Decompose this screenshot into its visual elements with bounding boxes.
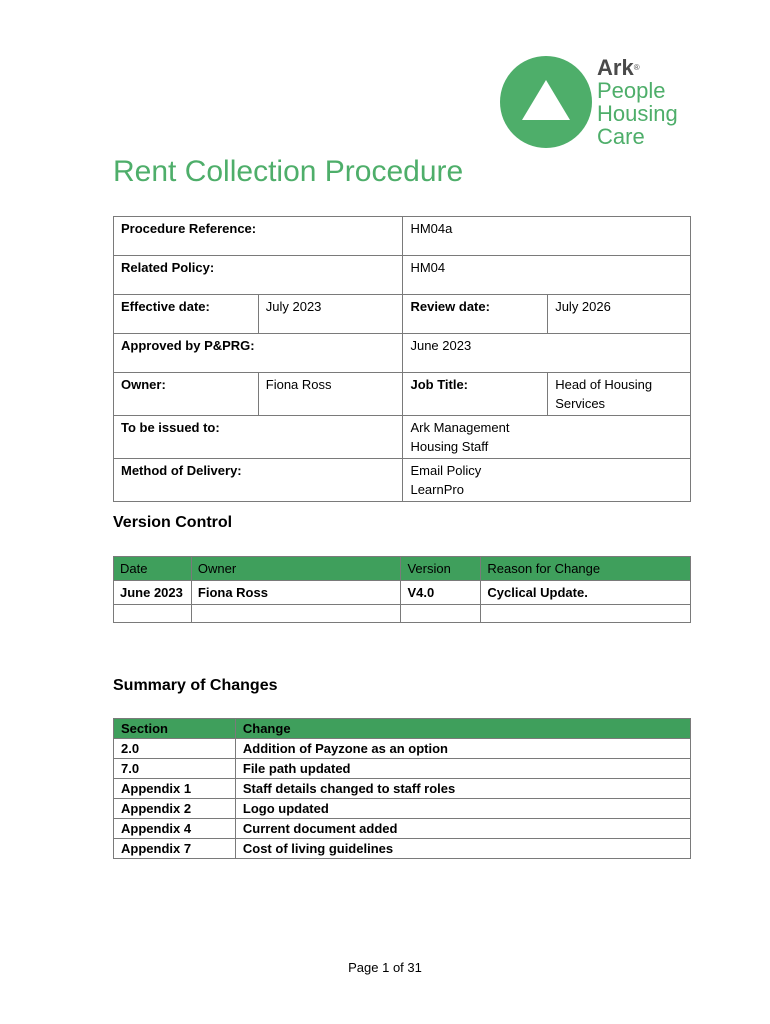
column-header: Version [401,557,481,581]
summary-heading: Summary of Changes [113,677,278,694]
table-cell: File path updated [235,759,690,779]
table-cell: Current document added [235,819,690,839]
issued-to-label: To be issued to: [114,416,403,459]
table-cell: Appendix 2 [114,799,236,819]
logo-wordmark [597,56,678,148]
job-title-label: Job Title: [403,373,548,416]
delivery-value [403,459,691,502]
table-row [114,739,691,759]
delivery-line: Email Policy [410,463,482,478]
table-row [114,334,691,373]
version-control-heading: Version Control [113,514,233,531]
issued-to-line: Housing Staff [410,439,489,454]
table-row [114,217,691,256]
related-policy-value: HM04 [403,256,691,295]
job-title-value: Head of Housing Services [548,373,691,416]
logo-line-ark: Ark [597,55,634,80]
table-cell: Logo updated [235,799,690,819]
table-cell: Cost of living guidelines [235,839,690,859]
table-row [114,416,691,459]
logo-line-care: Care [597,124,645,149]
table-cell [114,605,192,623]
logo-circle [500,56,592,148]
table-cell: Appendix 7 [114,839,236,859]
table-cell: 7.0 [114,759,236,779]
table-header-row [114,557,691,581]
approved-label: Approved by P&PRG: [114,334,403,373]
review-date-label: Review date: [403,295,548,334]
issued-to-value [403,416,691,459]
table-row-empty [114,605,691,623]
column-header: Reason for Change [481,557,691,581]
document-title: Rent Collection Procedure [113,155,464,188]
table-row [114,759,691,779]
related-policy-label: Related Policy: [114,256,403,295]
table-cell: V4.0 [401,581,481,605]
table-row [114,799,691,819]
table-cell [481,605,691,623]
logo-line-people: People [597,78,666,103]
table-cell [191,605,401,623]
table-cell: Staff details changed to staff roles [235,779,690,799]
table-row [114,581,691,605]
logo-line-housing: Housing [597,101,678,126]
ark-logo [500,56,700,152]
owner-label: Owner: [114,373,259,416]
triangle-icon [522,80,570,120]
table-cell: June 2023 [114,581,192,605]
logo-registered: ® [633,63,640,72]
table-cell: 2.0 [114,739,236,759]
table-cell: Appendix 4 [114,819,236,839]
version-control-table [113,556,691,623]
procedure-info-table [113,216,691,502]
delivery-line: LearnPro [410,482,464,497]
effective-date-value: July 2023 [258,295,403,334]
review-date-value: July 2026 [548,295,691,334]
table-row [114,256,691,295]
column-header: Section [114,719,236,739]
table-row [114,819,691,839]
procedure-reference-label: Procedure Reference: [114,217,403,256]
approved-value: June 2023 [403,334,691,373]
table-row [114,373,691,416]
column-header: Date [114,557,192,581]
table-row [114,839,691,859]
summary-table [113,718,691,859]
page-number: Page 1 of 31 [348,960,422,975]
delivery-label: Method of Delivery: [114,459,403,502]
table-cell: Addition of Payzone as an option [235,739,690,759]
issued-to-line: Ark Management [410,420,510,435]
column-header: Change [235,719,690,739]
effective-date-label: Effective date: [114,295,259,334]
table-row [114,459,691,502]
table-cell: Cyclical Update. [481,581,691,605]
owner-value: Fiona Ross [258,373,403,416]
table-row [114,779,691,799]
procedure-reference-value: HM04a [403,217,691,256]
table-cell: Fiona Ross [191,581,401,605]
column-header: Owner [191,557,401,581]
table-cell [401,605,481,623]
table-cell: Appendix 1 [114,779,236,799]
table-row [114,295,691,334]
table-header-row [114,719,691,739]
